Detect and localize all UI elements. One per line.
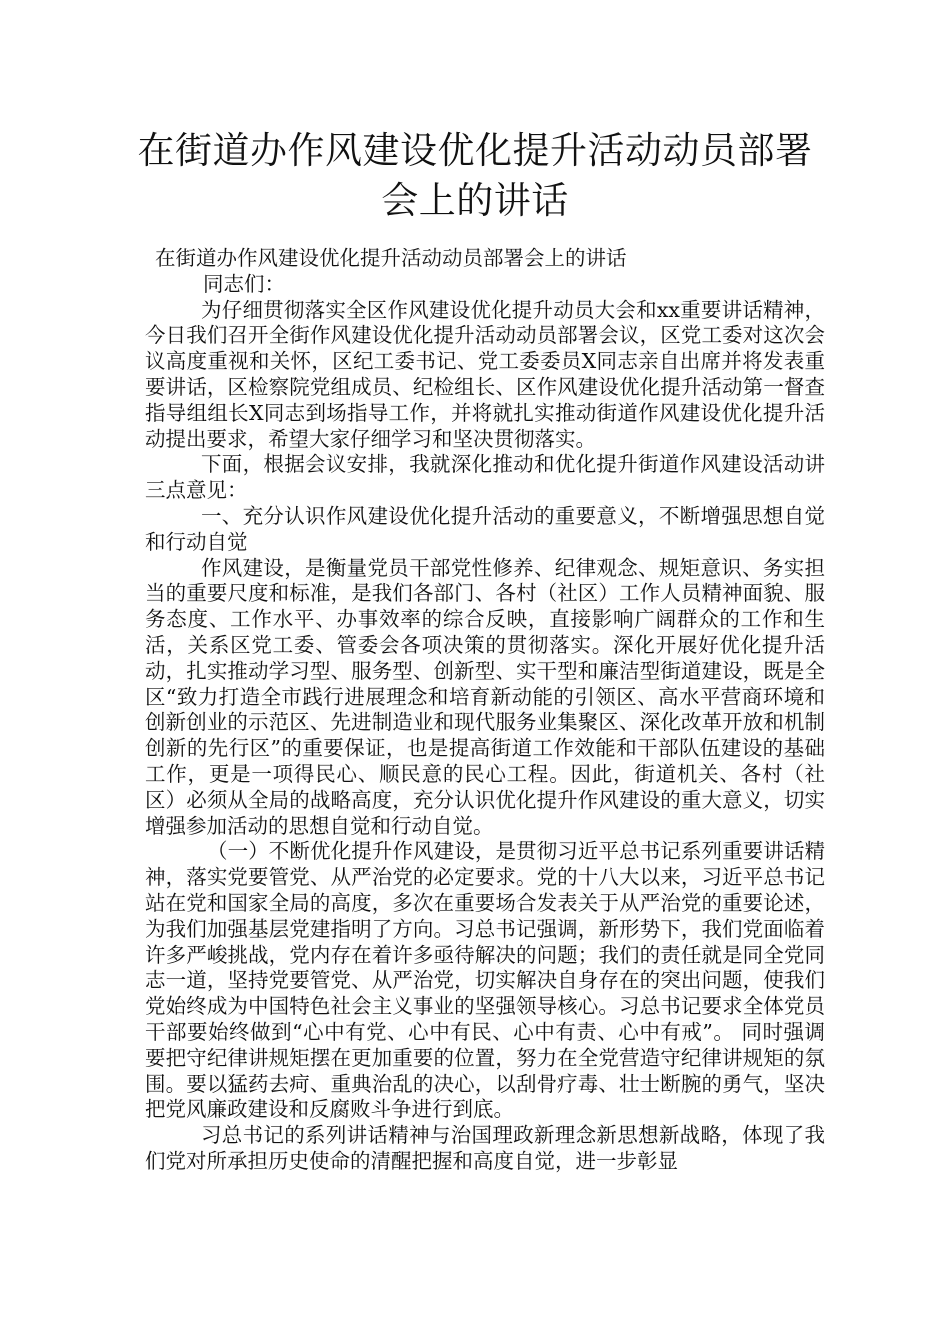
document-body (145, 246, 825, 1175)
document-subtitle: 在街道办作风建设优化提升活动动员部署会上的讲话 (155, 246, 627, 270)
paragraph-style-building: 作风建设，是衡量党员干部党性修养、纪律观念、规矩意识、务实担当的重要尺度和标准，是我们各部门、各村（社区）工作人员精神面貌、服务态度、工作水平、办事效率的综合反映，直接影响广阔群众的工作和生活，关系区党工委、管委会各项决策的贯彻落实。深化开展好优化提升活动，扎实推动学习型、服务型、创新型、实干型和廉洁型街道建设，既是全区“致力打造全市践行进展理念和培育新动能的引领区、高水平营商环境和创新创业的示范区、先进制造业和现代服务业集聚区、深化改革开放和机制创新的先行区”的重要保证，也是提高街道工作效能和干部队伍建设的基础工作，更是一项得民心、顺民意的民心工程。因此，街道机关、各村（社区）必须从全局的战略高度，充分认识优化提升作风建设的重大意义，切实增强参加活动的思想自觉和行动自觉。 (145, 555, 825, 838)
paragraph-subpoint-1: （一）不断优化提升作风建设，是贯彻习近平总书记系列重要讲话精神，落实党要管党、从严治党的必定要求。党的十八大以来，习近平总书记站在党和国家全局的高度，多次在重要场合发表关于从严治党的重要论述，为我们加强基层党建指明了方向。习总书记强调，新形势下，我们党面临着许多严峻挑战，党内存在着许多亟待解决的问题；我们的责任就是同全党同志一道，坚持党要管党、从严治党，切实解决自身存在的突出问题，使我们党始终成为中国特色社会主义事业的坚强领导核心。习总书记要求全体党员干部要始终做到“心中有党、心中有民、心中有责、心中有戒”。 同时强调要把守纪律讲规矩摆在更加重要的位置，努力在全党营造守纪律讲规矩的氛围。要以猛药去疴、重典治乱的决心，以刮骨疗毒、壮士断腕的勇气，坚决把党风廉政建设和反腐败斗争进行到底。 (145, 839, 825, 1122)
section-heading-1: 一、充分认识作风建设优化提升活动的重要意义，不断增强思想自觉和行动自觉 (145, 503, 825, 554)
paragraph-speech-spirit: 习总书记的系列讲话精神与治国理政新理念新思想新战略，体现了我们党对所承担历史使命的清醒把握和高度自觉，进一步彰显 (145, 1123, 825, 1173)
document-title (100, 126, 850, 226)
paragraph-outline: 下面，根据会议安排，我就深化推动和优化提升街道作风建设活动讲三点意见： (145, 452, 825, 503)
title-line-2: 会上的讲话 (381, 179, 569, 222)
paragraph-intro: 为仔细贯彻落实全区作风建设优化提升动员大会和xx重要讲话精神，今日我们召开全街作风建设优化提升活动动员部署会议，区党工委对这次会议高度重视和关怀，区纪工委书记、党工委委员X同志亲自出席并将发表重要讲话，区检察院党组成员、纪检组长、区作风建设优化提升活动第一督查指导组组长X同志到场指导工作，并将就扎实推动街道作风建设优化提升活动提出要求，希望大家仔细学习和坚决贯彻落实。 (145, 297, 825, 451)
title-line-1: 在街道办作风建设优化提升活动动员部署 (137, 129, 813, 172)
salutation: 同志们： (203, 271, 285, 296)
